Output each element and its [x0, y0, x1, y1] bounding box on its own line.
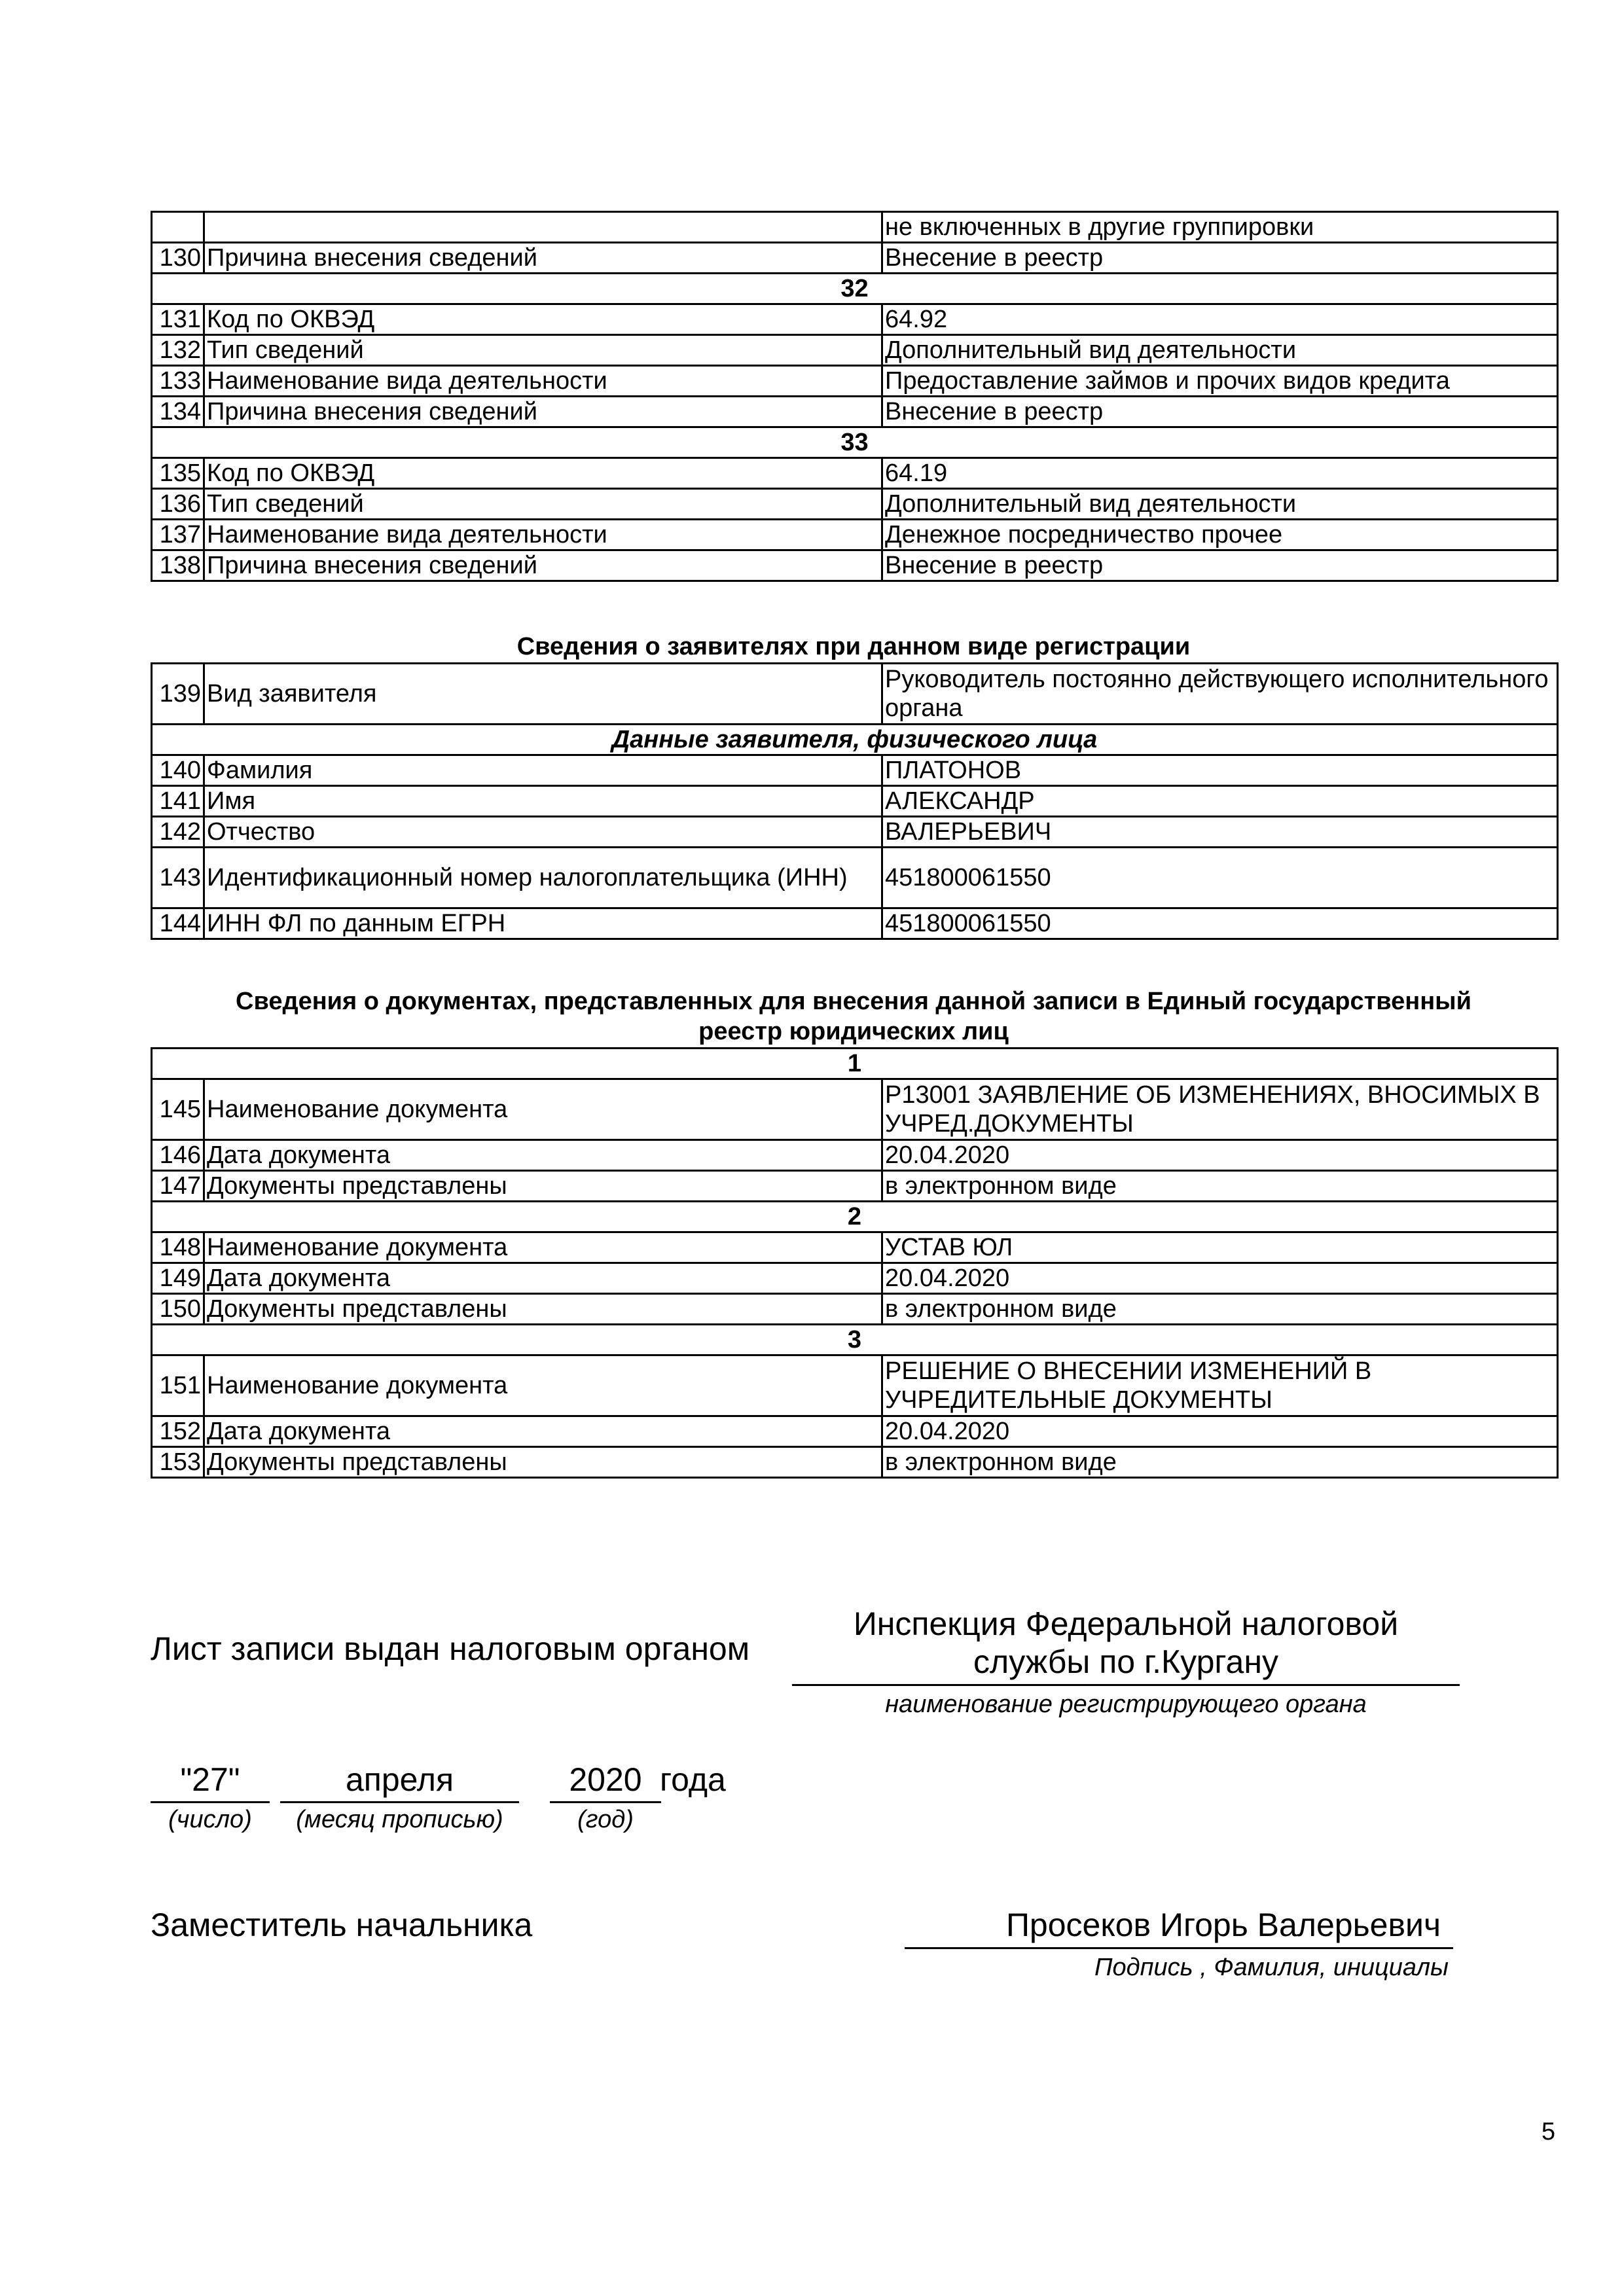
field-name: Имя	[204, 786, 882, 817]
group-header-row	[152, 1325, 1558, 1355]
group-number: 33	[152, 427, 1558, 458]
year-underline	[550, 1801, 661, 1803]
field-name	[204, 212, 882, 243]
field-name: Документы представлены	[204, 1447, 882, 1478]
field-value: Руководитель постоянно действующего исполнительного органа	[882, 664, 1558, 725]
day-underline	[151, 1801, 270, 1803]
table-row	[152, 1079, 1558, 1140]
row-number: 151	[152, 1355, 204, 1416]
table-row	[152, 908, 1558, 939]
authority-caption: наименование регистрирующего органа	[885, 1691, 1367, 1718]
table-row	[152, 1416, 1558, 1447]
field-value: ПЛАТОНОВ	[882, 755, 1558, 786]
year-suffix: года	[660, 1761, 726, 1798]
field-name: Наименование вида деятельности	[204, 520, 882, 550]
field-name: Дата документа	[204, 1140, 882, 1171]
field-name: Наименование документа	[204, 1355, 882, 1416]
row-number: 131	[152, 304, 204, 335]
table-row	[152, 817, 1558, 848]
table-row	[152, 1140, 1558, 1171]
field-value: 64.92	[882, 304, 1558, 335]
row-number: 138	[152, 550, 204, 581]
documents-section-title-line2: реестр юридических лиц	[698, 1018, 1009, 1045]
field-name: Причина внесения сведений	[204, 550, 882, 581]
row-number: 132	[152, 335, 204, 366]
field-value: УСТАВ ЮЛ	[882, 1232, 1558, 1263]
field-name: Наименование вида деятельности	[204, 366, 882, 397]
row-number: 137	[152, 520, 204, 550]
field-value: Дополнительный вид деятельности	[882, 335, 1558, 366]
field-name: Дата документа	[204, 1263, 882, 1294]
field-value: Внесение в реестр	[882, 550, 1558, 581]
field-name: Причина внесения сведений	[204, 243, 882, 274]
row-number: 148	[152, 1232, 204, 1263]
month-underline	[280, 1801, 519, 1803]
row-number: 142	[152, 817, 204, 848]
month-caption: (месяц прописью)	[296, 1806, 503, 1833]
table-row	[152, 550, 1558, 581]
field-value: Дополнительный вид деятельности	[882, 489, 1558, 520]
group-header-row	[152, 427, 1558, 458]
table-row	[152, 520, 1558, 550]
table-row	[152, 335, 1558, 366]
authority-underline	[792, 1684, 1460, 1686]
signer-name: Просеков Игорь Валерьевич	[1005, 1907, 1441, 1943]
field-value: в электронном виде	[882, 1171, 1558, 1202]
table-row	[152, 1232, 1558, 1263]
field-name: Наименование документа	[204, 1079, 882, 1140]
page-number: 5	[1541, 2118, 1555, 2145]
field-name: Отчество	[204, 817, 882, 848]
row-number	[152, 212, 204, 243]
table-row	[152, 397, 1558, 427]
field-name: Фамилия	[204, 755, 882, 786]
row-number: 136	[152, 489, 204, 520]
group-number: 1	[152, 1049, 1558, 1079]
field-value: 20.04.2020	[882, 1263, 1558, 1294]
issued-by-label: Лист записи выдан налоговым органом	[151, 1630, 750, 1667]
group-header-row	[152, 1049, 1558, 1079]
field-value: Р13001 ЗАЯВЛЕНИЕ ОБ ИЗМЕНЕНИЯХ, ВНОСИМЫХ В УЧРЕД.ДОКУМЕНТЫ	[882, 1079, 1558, 1140]
field-value: Предоставление займов и прочих видов кредита	[882, 366, 1558, 397]
documents-section-title-line1: Сведения о документах, представленных для внесения данной записи в Единый государственный	[236, 988, 1471, 1015]
row-number: 146	[152, 1140, 204, 1171]
table-row	[152, 489, 1558, 520]
group-number: 32	[152, 274, 1558, 304]
authority-name-line2: службы по г.Кургану	[973, 1643, 1278, 1680]
table-row	[152, 366, 1558, 397]
applicants-section-title: Сведения о заявителях при данном виде регистрации	[516, 633, 1191, 660]
table-row	[152, 304, 1558, 335]
row-number: 135	[152, 458, 204, 489]
field-value: 451800061550	[882, 848, 1558, 908]
field-name: Документы представлены	[204, 1171, 882, 1202]
row-number: 141	[152, 786, 204, 817]
table-row	[152, 755, 1558, 786]
row-number: 152	[152, 1416, 204, 1447]
row-number: 144	[152, 908, 204, 939]
table-row	[152, 458, 1558, 489]
documents-table-body	[152, 1049, 1558, 1478]
signature-underline	[905, 1947, 1453, 1949]
row-number: 139	[152, 664, 204, 725]
field-value: 451800061550	[882, 908, 1558, 939]
signer-position: Заместитель начальника	[151, 1907, 533, 1943]
applicants-table	[151, 662, 1559, 940]
activities-table	[151, 211, 1559, 582]
table-row	[152, 786, 1558, 817]
field-name: Тип сведений	[204, 489, 882, 520]
field-name: Причина внесения сведений	[204, 397, 882, 427]
subheader-label: Данные заявителя, физического лица	[152, 725, 1558, 755]
group-number: 3	[152, 1325, 1558, 1355]
applicants-table-body	[152, 664, 1558, 939]
field-value: Внесение в реестр	[882, 243, 1558, 274]
date-year: 2020	[569, 1761, 642, 1798]
date-month: апреля	[345, 1761, 454, 1798]
row-number: 153	[152, 1447, 204, 1478]
field-value: ВАЛЕРЬЕВИЧ	[882, 817, 1558, 848]
field-value: Внесение в реестр	[882, 397, 1558, 427]
field-name: Идентификационный номер налогоплательщика (ИНН)	[204, 848, 882, 908]
activities-table-body	[152, 212, 1558, 581]
row-number: 147	[152, 1171, 204, 1202]
year-caption: (год)	[577, 1806, 634, 1833]
table-row	[152, 1294, 1558, 1325]
group-header-row	[152, 274, 1558, 304]
row-number: 140	[152, 755, 204, 786]
field-name: Код по ОКВЭД	[204, 458, 882, 489]
table-row	[152, 1171, 1558, 1202]
field-value: АЛЕКСАНДР	[882, 786, 1558, 817]
field-value: 64.19	[882, 458, 1558, 489]
table-row	[152, 1263, 1558, 1294]
field-name: Тип сведений	[204, 335, 882, 366]
authority-name-line1: Инспекция Федеральной налоговой	[853, 1605, 1399, 1642]
field-value: 20.04.2020	[882, 1416, 1558, 1447]
date-day: "27"	[180, 1761, 240, 1798]
group-number: 2	[152, 1202, 1558, 1232]
field-value: РЕШЕНИЕ О ВНЕСЕНИИ ИЗМЕНЕНИЙ В УЧРЕДИТЕЛЬНЫЕ ДОКУМЕНТЫ	[882, 1355, 1558, 1416]
subheader-row	[152, 725, 1558, 755]
row-number: 149	[152, 1263, 204, 1294]
table-row	[152, 243, 1558, 274]
row-number: 145	[152, 1079, 204, 1140]
table-row	[152, 664, 1558, 725]
table-row	[152, 1447, 1558, 1478]
row-number: 130	[152, 243, 204, 274]
field-value: Денежное посредничество прочее	[882, 520, 1558, 550]
field-value: в электронном виде	[882, 1294, 1558, 1325]
field-value: в электронном виде	[882, 1447, 1558, 1478]
table-row	[152, 848, 1558, 908]
row-number: 134	[152, 397, 204, 427]
row-number: 133	[152, 366, 204, 397]
group-header-row	[152, 1202, 1558, 1232]
table-row	[152, 1355, 1558, 1416]
row-number: 143	[152, 848, 204, 908]
field-name: ИНН ФЛ по данным ЕГРН	[204, 908, 882, 939]
field-name: Код по ОКВЭД	[204, 304, 882, 335]
field-name: Дата документа	[204, 1416, 882, 1447]
row-number: 150	[152, 1294, 204, 1325]
field-value: 20.04.2020	[882, 1140, 1558, 1171]
signer-caption: Подпись , Фамилия, инициалы	[1094, 1954, 1449, 1981]
field-name: Наименование документа	[204, 1232, 882, 1263]
day-caption: (число)	[168, 1806, 252, 1833]
field-value: не включенных в другие группировки	[882, 212, 1558, 243]
documents-table	[151, 1047, 1559, 1479]
field-name: Вид заявителя	[204, 664, 882, 725]
field-name: Документы представлены	[204, 1294, 882, 1325]
table-row	[152, 212, 1558, 243]
